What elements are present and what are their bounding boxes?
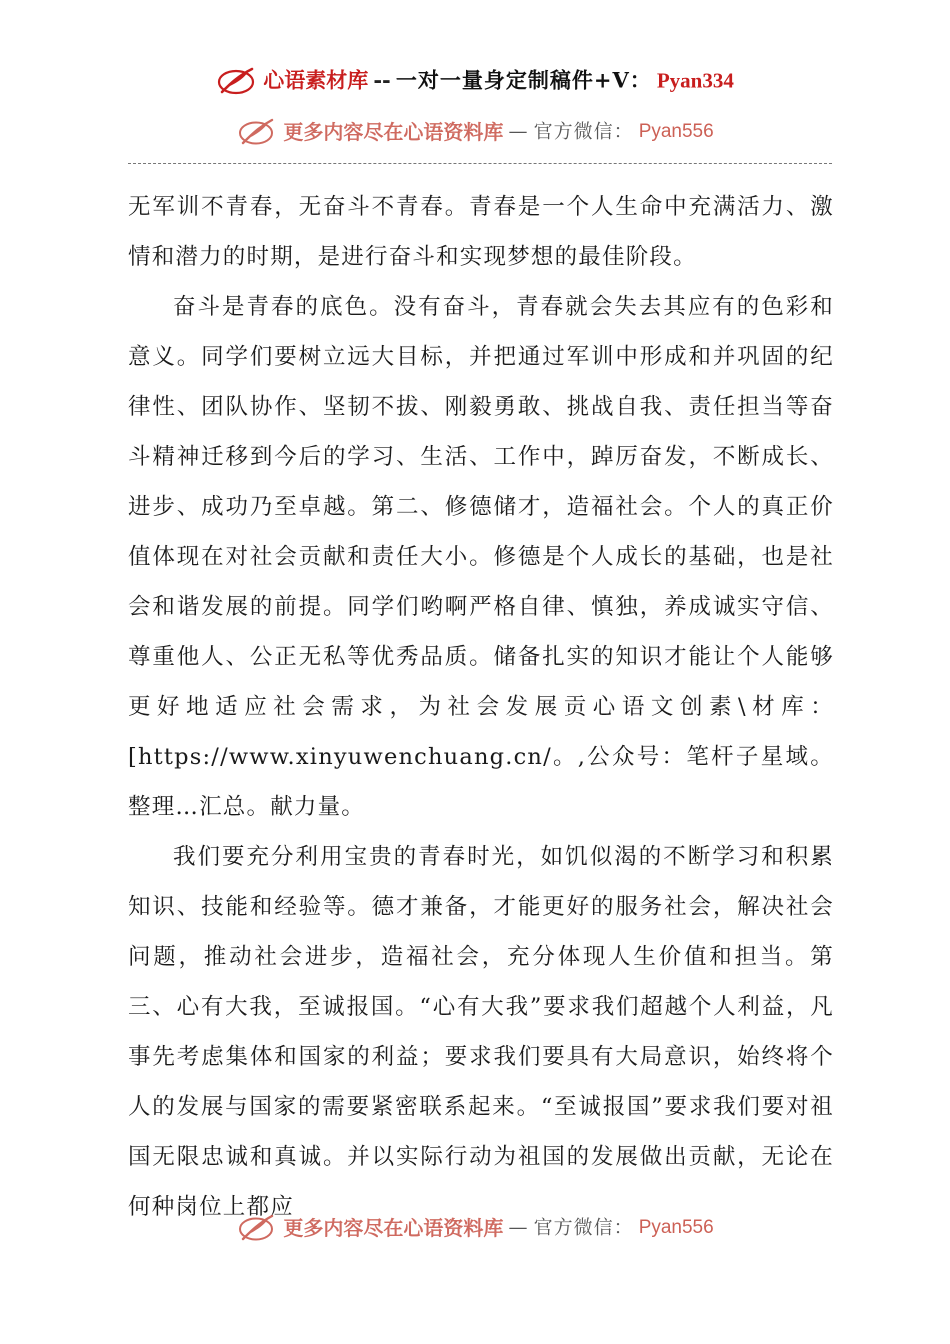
quill-logo-icon [216, 66, 256, 96]
footer-banner [0, 1210, 950, 1244]
header-tagline: 一对一量身定制稿件+V： [395, 67, 652, 93]
paragraph-1: 无军训不青春，无奋斗不青春。青春是一个人生命中充满活力、激情和潜力的时期，是进行奋斗和实现梦想的最佳阶段。 [128, 194, 834, 270]
quill-logo-icon [236, 1213, 276, 1243]
subheader-banner [0, 114, 950, 148]
footer-separator: — [508, 1216, 529, 1239]
footer-wechat-id: Pyan556 [638, 1216, 714, 1238]
paragraph-3: 我们要充分利用宝贵的青春时光，如饥似渴的不断学习和积累知识、技能和经验等。德才兼备，才能更好的服务社会，解决社会问题，推动社会进步，造福社会，充分体现人生价值和担当。第三、心有大我，至诚报国。“心有大我”要求我们超越个人利益，凡事先考虑集体和国家的利益；要求我们要具有大局意识，始终将个人的发展与国家的需要紧密联系起来。“至诚报国”要求我们要对祖国无限忠诚和真诚。并以实际行动为祖国的发展做出贡献，无论在何种岗位上都应 [128, 844, 834, 1220]
footer-brand-text: 更多内容尽在心语资料库 [283, 1215, 504, 1240]
header-wechat-id: Pyan334 [656, 68, 734, 93]
header-banner [0, 62, 950, 98]
subheader-separator: — [508, 120, 529, 143]
header-dash: -- [373, 67, 391, 93]
header-brand: 心语素材库 [263, 67, 369, 93]
document-body [128, 182, 834, 1232]
subheader-brand-text: 更多内容尽在心语资料库 [283, 119, 504, 144]
subheader-official-label: 官方微信： [533, 120, 634, 143]
paragraph-2: 奋斗是青春的底色。没有奋斗，青春就会失去其应有的色彩和意义。同学们要树立远大目标，并把通过军训中形成和并巩固的纪律性、团队协作、坚韧不拔、刚毅勇敢、挑战自我、责任担当等奋斗精神迁移到今后的学习、生活、工作中，踔厉奋发，不断成长、进步、成功乃至卓越。第二、修德储才，造福社会。个人的真正价值体现在对社会贡献和责任大小。修德是个人成长的基础，也是社会和谐发展的前提。同学们哟啊严格自律、慎独，养成诚实守信、尊重他人、公正无私等优秀品质。储备扎实的知识才能让个人能够更好地适应社会需求，为社会发展贡心语文创素\材库：[https://www.xinyuwenchuang.cn/。,公众号：笔杆子星域。整理…汇总。献力量。 [128, 294, 834, 820]
quill-logo-icon [236, 117, 276, 147]
subheader-wechat-id: Pyan556 [638, 120, 714, 142]
header-divider [128, 163, 832, 164]
footer-official-label: 官方微信： [533, 1216, 634, 1239]
